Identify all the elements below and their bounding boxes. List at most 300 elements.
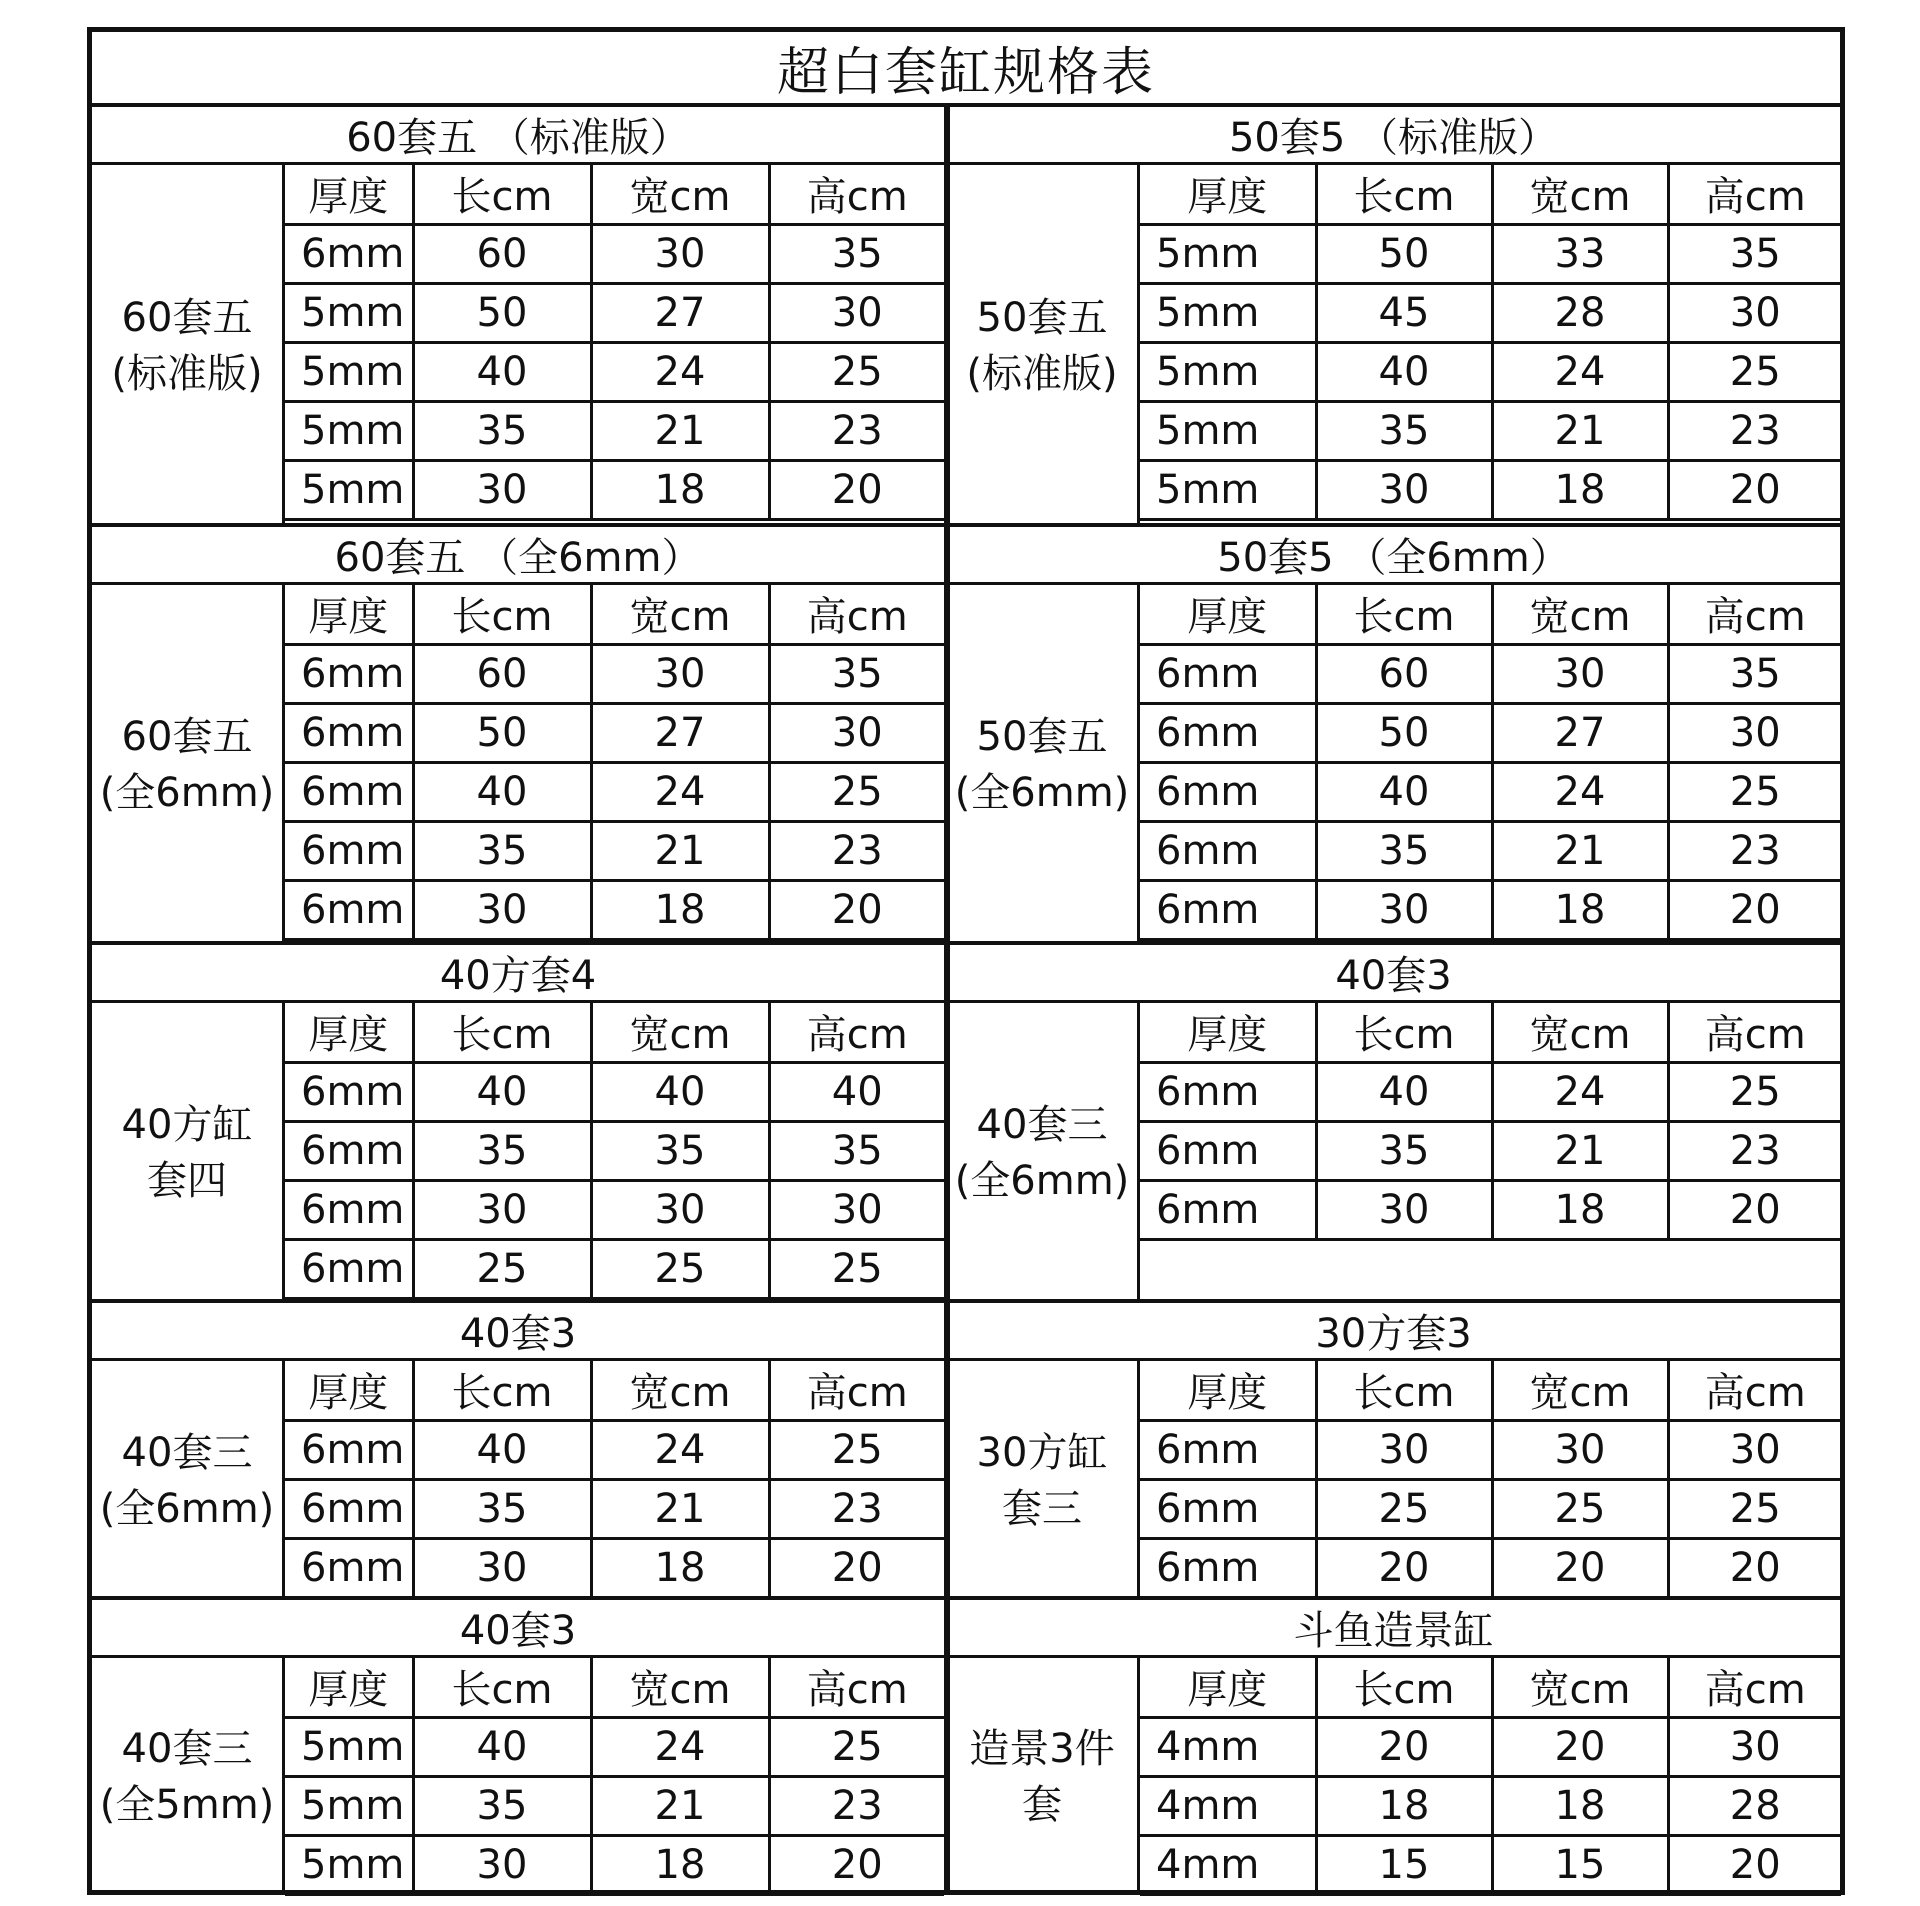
dimension-cell: 21 xyxy=(591,401,769,460)
dimension-cell: 30 xyxy=(1668,283,1841,342)
dimension-cell: 30 xyxy=(1316,1420,1492,1479)
table-row xyxy=(285,1479,944,1538)
dimension-cell: 35 xyxy=(769,644,944,703)
column-header: 高cm xyxy=(1668,585,1841,644)
dimension-cell: 60 xyxy=(1316,644,1492,703)
thickness-cell: 6mm xyxy=(285,1538,413,1597)
table-row xyxy=(1140,1180,1841,1239)
dimension-cell: 24 xyxy=(591,1717,769,1776)
dimension-cell: 35 xyxy=(413,1121,591,1180)
table-row xyxy=(285,821,944,880)
column-header: 宽cm xyxy=(1492,165,1668,224)
thickness-cell: 5mm xyxy=(285,342,413,401)
block-label xyxy=(92,165,285,527)
thickness-cell: 5mm xyxy=(1140,460,1316,519)
dimension-cell: 50 xyxy=(1316,224,1492,283)
dimension-cell: 30 xyxy=(591,1180,769,1239)
dimension-cell: 27 xyxy=(591,703,769,762)
dimension-cell: 30 xyxy=(1668,1717,1841,1776)
dimension-cell: 35 xyxy=(413,1479,591,1538)
block-label xyxy=(947,585,1140,945)
dimension-cell: 35 xyxy=(413,821,591,880)
dimension-cell: 25 xyxy=(591,1239,769,1298)
thickness-cell: 6mm xyxy=(285,644,413,703)
dimension-cell: 25 xyxy=(1668,1479,1841,1538)
table-row xyxy=(1140,1538,1841,1597)
table-row xyxy=(285,644,944,703)
dimension-cell: 20 xyxy=(1316,1538,1492,1597)
block-header: 60套五 （全6mm） xyxy=(92,527,944,585)
dimension-cell: 23 xyxy=(1668,1121,1841,1180)
column-header: 厚度 xyxy=(285,165,413,224)
block-label xyxy=(947,1003,1140,1303)
dimension-cell: 20 xyxy=(769,880,944,939)
block-label-line: (全6mm) xyxy=(99,770,275,816)
table-row xyxy=(285,1538,944,1597)
table-row xyxy=(1140,762,1841,821)
column-header: 厚度 xyxy=(1140,1003,1316,1062)
table-header-row xyxy=(1140,165,1841,224)
table-header-row xyxy=(285,1658,944,1717)
dimension-cell: 28 xyxy=(1492,283,1668,342)
thickness-cell: 5mm xyxy=(1140,401,1316,460)
table-header-row xyxy=(285,1003,944,1062)
column-header: 长cm xyxy=(413,1003,591,1062)
table-row xyxy=(285,460,944,519)
block-label xyxy=(92,585,285,945)
table-row xyxy=(1140,401,1841,460)
table-row xyxy=(285,1420,944,1479)
column-header: 宽cm xyxy=(1492,1003,1668,1062)
dimension-cell: 25 xyxy=(769,1420,944,1479)
table-row xyxy=(1140,460,1841,519)
sheet-title: 超白套缸规格表 xyxy=(92,32,1840,107)
dimension-cell: 50 xyxy=(413,703,591,762)
spec-block xyxy=(92,945,944,1303)
column-header: 厚度 xyxy=(1140,585,1316,644)
dimension-cell: 35 xyxy=(1316,1121,1492,1180)
spec-table xyxy=(1140,165,1841,521)
thickness-cell: 6mm xyxy=(1140,644,1316,703)
column-header: 长cm xyxy=(1316,1361,1492,1420)
block-label-line: 40方缸 xyxy=(121,1102,253,1148)
column-header: 宽cm xyxy=(591,165,769,224)
dimension-cell: 25 xyxy=(769,342,944,401)
dimension-cell: 50 xyxy=(413,283,591,342)
dimension-cell: 23 xyxy=(769,1776,944,1835)
block-header: 40方套4 xyxy=(92,945,944,1003)
dimension-cell: 20 xyxy=(1316,1717,1492,1776)
dimension-cell: 18 xyxy=(1492,1180,1668,1239)
column-header: 长cm xyxy=(413,165,591,224)
column-header: 宽cm xyxy=(591,585,769,644)
dimension-cell: 40 xyxy=(591,1062,769,1121)
spec-table xyxy=(285,1658,944,1896)
column-header: 厚度 xyxy=(285,585,413,644)
spec-block xyxy=(92,1600,944,1895)
dimension-cell: 18 xyxy=(1492,460,1668,519)
dimension-cell: 30 xyxy=(1316,1180,1492,1239)
block-label xyxy=(947,1658,1140,1895)
thickness-cell: 6mm xyxy=(1140,1180,1316,1239)
dimension-cell: 21 xyxy=(591,1479,769,1538)
column-header: 高cm xyxy=(1668,1003,1841,1062)
thickness-cell: 5mm xyxy=(285,1835,413,1894)
column-header: 高cm xyxy=(1668,1361,1841,1420)
dimension-cell: 27 xyxy=(1492,703,1668,762)
spec-block xyxy=(947,945,1840,1303)
dimension-cell: 35 xyxy=(413,401,591,460)
dimension-cell: 20 xyxy=(1492,1717,1668,1776)
dimension-cell: 40 xyxy=(1316,762,1492,821)
dimension-cell: 20 xyxy=(769,1835,944,1894)
table-row xyxy=(1140,1479,1841,1538)
dimension-cell: 40 xyxy=(769,1062,944,1121)
block-header: 50套5 （全6mm） xyxy=(947,527,1840,585)
dimension-cell: 35 xyxy=(769,224,944,283)
dimension-cell: 20 xyxy=(1492,1538,1668,1597)
table-header-row xyxy=(1140,1361,1841,1420)
column-header: 长cm xyxy=(413,1658,591,1717)
table-row xyxy=(285,1239,944,1298)
thickness-cell: 6mm xyxy=(285,224,413,283)
dimension-cell: 25 xyxy=(769,1239,944,1298)
column-header: 高cm xyxy=(769,1361,944,1420)
thickness-cell: 4mm xyxy=(1140,1835,1316,1894)
dimension-cell: 40 xyxy=(413,1717,591,1776)
table-header-row xyxy=(285,585,944,644)
dimension-cell: 25 xyxy=(1492,1479,1668,1538)
dimension-cell: 50 xyxy=(1316,703,1492,762)
dimension-cell: 24 xyxy=(591,342,769,401)
dimension-cell: 21 xyxy=(1492,401,1668,460)
table-row xyxy=(1140,644,1841,703)
table-header-row xyxy=(1140,1003,1841,1062)
dimension-cell: 60 xyxy=(413,644,591,703)
thickness-cell: 6mm xyxy=(1140,880,1316,939)
column-header: 厚度 xyxy=(1140,165,1316,224)
dimension-cell: 40 xyxy=(413,1062,591,1121)
thickness-cell: 5mm xyxy=(1140,283,1316,342)
thickness-cell: 6mm xyxy=(285,1239,413,1298)
dimension-cell: 18 xyxy=(1316,1776,1492,1835)
column-header: 长cm xyxy=(413,1361,591,1420)
dimension-cell: 30 xyxy=(591,224,769,283)
table-row xyxy=(285,224,944,283)
column-header: 厚度 xyxy=(285,1361,413,1420)
table-row xyxy=(1140,224,1841,283)
block-label-line: 40套三 xyxy=(121,1725,253,1772)
block-label-line: (全6mm) xyxy=(99,1485,275,1532)
table-row xyxy=(1140,821,1841,880)
table-header-row xyxy=(285,1361,944,1420)
table-row xyxy=(1140,1420,1841,1479)
spec-sheet xyxy=(87,27,1845,1895)
spec-table xyxy=(285,1003,944,1300)
block-label-line: 60套五 xyxy=(121,295,253,341)
column-header: 厚度 xyxy=(285,1003,413,1062)
dimension-cell: 28 xyxy=(1668,1776,1841,1835)
column-header: 长cm xyxy=(413,585,591,644)
block-label-line: 造景3件 xyxy=(969,1725,1115,1772)
table-row xyxy=(285,1062,944,1121)
dimension-cell: 30 xyxy=(1492,644,1668,703)
dimension-cell: 23 xyxy=(769,821,944,880)
dimension-cell: 20 xyxy=(1668,880,1841,939)
dimension-cell: 40 xyxy=(1316,1062,1492,1121)
dimension-cell: 30 xyxy=(413,1180,591,1239)
block-label-line: (标准版) xyxy=(966,351,1118,397)
table-row xyxy=(285,342,944,401)
dimension-cell: 25 xyxy=(1668,1062,1841,1121)
column-header: 高cm xyxy=(1668,1658,1841,1717)
column-header: 高cm xyxy=(769,1003,944,1062)
thickness-cell: 6mm xyxy=(285,1479,413,1538)
table-row xyxy=(1140,1121,1841,1180)
spec-block xyxy=(947,1600,1840,1895)
dimension-cell: 24 xyxy=(1492,762,1668,821)
thickness-cell: 6mm xyxy=(1140,821,1316,880)
thickness-cell: 6mm xyxy=(285,1180,413,1239)
block-label-line: (全6mm) xyxy=(954,770,1130,816)
dimension-cell: 21 xyxy=(591,821,769,880)
dimension-cell: 30 xyxy=(413,1538,591,1597)
table-row xyxy=(285,1776,944,1835)
table-row xyxy=(285,1121,944,1180)
table-header-row xyxy=(285,165,944,224)
dimension-cell: 30 xyxy=(1668,703,1841,762)
column-header: 厚度 xyxy=(1140,1361,1316,1420)
table-row xyxy=(285,880,944,939)
dimension-cell: 35 xyxy=(413,1776,591,1835)
block-label-line: (全6mm) xyxy=(954,1158,1130,1204)
dimension-cell: 20 xyxy=(1668,1538,1841,1597)
block-label-line: 套三 xyxy=(1002,1485,1082,1532)
block-label xyxy=(947,1361,1140,1600)
dimension-cell: 18 xyxy=(1492,1776,1668,1835)
column-header: 高cm xyxy=(1668,165,1841,224)
table-row xyxy=(285,1717,944,1776)
dimension-cell: 30 xyxy=(413,880,591,939)
block-label-line: 60套五 xyxy=(121,714,253,760)
dimension-cell: 40 xyxy=(1316,342,1492,401)
dimension-cell: 30 xyxy=(1316,460,1492,519)
dimension-cell: 25 xyxy=(769,1717,944,1776)
thickness-cell: 6mm xyxy=(1140,1062,1316,1121)
dimension-cell: 20 xyxy=(1668,1180,1841,1239)
thickness-cell: 6mm xyxy=(1140,1420,1316,1479)
table-row xyxy=(1140,1717,1841,1776)
spec-block xyxy=(947,1303,1840,1600)
dimension-cell: 30 xyxy=(1668,1420,1841,1479)
thickness-cell: 6mm xyxy=(1140,762,1316,821)
dimension-cell: 18 xyxy=(591,880,769,939)
block-label-line: 套四 xyxy=(147,1158,227,1204)
dimension-cell: 18 xyxy=(1492,880,1668,939)
thickness-cell: 5mm xyxy=(285,401,413,460)
column-header: 宽cm xyxy=(591,1658,769,1717)
table-row xyxy=(1140,342,1841,401)
spec-table xyxy=(285,1361,944,1599)
table-row xyxy=(285,1835,944,1894)
block-label-line: 50套五 xyxy=(976,714,1108,760)
dimension-cell: 25 xyxy=(769,762,944,821)
thickness-cell: 5mm xyxy=(285,283,413,342)
thickness-cell: 5mm xyxy=(285,460,413,519)
table-row xyxy=(285,762,944,821)
block-label-line: 套 xyxy=(1021,1781,1062,1828)
dimension-cell: 60 xyxy=(413,224,591,283)
spec-block xyxy=(92,107,944,527)
dimension-cell: 33 xyxy=(1492,224,1668,283)
thickness-cell: 6mm xyxy=(285,880,413,939)
thickness-cell: 6mm xyxy=(285,762,413,821)
dimension-cell: 24 xyxy=(1492,1062,1668,1121)
column-header: 高cm xyxy=(769,165,944,224)
spec-block xyxy=(947,527,1840,945)
table-row xyxy=(285,401,944,460)
spec-table xyxy=(285,585,944,941)
block-header: 斗鱼造景缸 xyxy=(947,1600,1840,1658)
spec-block xyxy=(947,107,1840,527)
column-header: 高cm xyxy=(769,585,944,644)
dimension-cell: 24 xyxy=(591,1420,769,1479)
block-label-line: 40套三 xyxy=(121,1429,253,1476)
dimension-cell: 20 xyxy=(1668,460,1841,519)
dimension-cell: 20 xyxy=(769,1538,944,1597)
thickness-cell: 4mm xyxy=(1140,1776,1316,1835)
column-header: 宽cm xyxy=(1492,1658,1668,1717)
dimension-cell: 23 xyxy=(1668,401,1841,460)
column-header: 长cm xyxy=(1316,1658,1492,1717)
dimension-cell: 30 xyxy=(769,1180,944,1239)
dimension-cell: 18 xyxy=(591,460,769,519)
thickness-cell: 6mm xyxy=(1140,1538,1316,1597)
column-header: 宽cm xyxy=(591,1361,769,1420)
dimension-cell: 18 xyxy=(591,1538,769,1597)
table-row xyxy=(1140,1835,1841,1894)
dimension-cell: 21 xyxy=(1492,821,1668,880)
thickness-cell: 6mm xyxy=(285,1420,413,1479)
dimension-cell: 30 xyxy=(1492,1420,1668,1479)
dimension-cell: 30 xyxy=(413,1835,591,1894)
thickness-cell: 6mm xyxy=(1140,1479,1316,1538)
block-header: 40套3 xyxy=(947,945,1840,1003)
dimension-cell: 15 xyxy=(1492,1835,1668,1894)
dimension-cell: 40 xyxy=(413,1420,591,1479)
dimension-cell: 15 xyxy=(1316,1835,1492,1894)
dimension-cell: 25 xyxy=(1668,762,1841,821)
dimension-cell: 40 xyxy=(413,762,591,821)
dimension-cell: 24 xyxy=(591,762,769,821)
block-header: 50套5 （标准版） xyxy=(947,107,1840,165)
thickness-cell: 4mm xyxy=(1140,1717,1316,1776)
dimension-cell: 21 xyxy=(1492,1121,1668,1180)
column-header: 宽cm xyxy=(591,1003,769,1062)
block-header: 40套3 xyxy=(92,1303,944,1361)
block-label xyxy=(92,1003,285,1303)
dimension-cell: 30 xyxy=(1316,880,1492,939)
column-header: 长cm xyxy=(1316,165,1492,224)
block-header: 30方套3 xyxy=(947,1303,1840,1361)
dimension-cell: 35 xyxy=(769,1121,944,1180)
column-header: 长cm xyxy=(1316,1003,1492,1062)
dimension-cell: 23 xyxy=(769,401,944,460)
dimension-cell: 35 xyxy=(1316,821,1492,880)
column-header: 宽cm xyxy=(1492,1361,1668,1420)
dimension-cell: 35 xyxy=(591,1121,769,1180)
dimension-cell: 24 xyxy=(1492,342,1668,401)
dimension-cell: 35 xyxy=(1668,644,1841,703)
block-label-line: (标准版) xyxy=(111,351,263,397)
spec-block xyxy=(92,527,944,945)
column-header: 厚度 xyxy=(285,1658,413,1717)
block-header: 40套3 xyxy=(92,1600,944,1658)
spec-table xyxy=(1140,585,1841,941)
thickness-cell: 5mm xyxy=(285,1717,413,1776)
table-row xyxy=(1140,880,1841,939)
table-row xyxy=(285,283,944,342)
table-header-row xyxy=(1140,585,1841,644)
thickness-cell: 6mm xyxy=(285,821,413,880)
spec-block xyxy=(92,1303,944,1600)
dimension-cell: 30 xyxy=(413,460,591,519)
spec-table xyxy=(1140,1003,1841,1241)
thickness-cell: 6mm xyxy=(1140,703,1316,762)
table-row xyxy=(1140,1776,1841,1835)
thickness-cell: 6mm xyxy=(285,703,413,762)
dimension-cell: 40 xyxy=(413,342,591,401)
column-header: 长cm xyxy=(1316,585,1492,644)
spec-table xyxy=(1140,1658,1841,1896)
table-row xyxy=(285,703,944,762)
dimension-cell: 23 xyxy=(1668,821,1841,880)
block-label-line: 30方缸 xyxy=(976,1429,1108,1476)
thickness-cell: 5mm xyxy=(1140,342,1316,401)
column-header: 厚度 xyxy=(1140,1658,1316,1717)
dimension-cell: 23 xyxy=(769,1479,944,1538)
spec-table xyxy=(1140,1361,1841,1599)
thickness-cell: 6mm xyxy=(1140,1121,1316,1180)
dimension-cell: 20 xyxy=(1668,1835,1841,1894)
block-label xyxy=(92,1658,285,1895)
spec-table xyxy=(285,165,944,521)
thickness-cell: 6mm xyxy=(285,1062,413,1121)
block-header: 60套五 （标准版） xyxy=(92,107,944,165)
column-header: 高cm xyxy=(769,1658,944,1717)
dimension-cell: 30 xyxy=(591,644,769,703)
block-label-line: (全5mm) xyxy=(99,1781,275,1828)
block-label-line: 40套三 xyxy=(976,1102,1108,1148)
dimension-cell: 30 xyxy=(769,703,944,762)
dimension-cell: 27 xyxy=(591,283,769,342)
column-header: 宽cm xyxy=(1492,585,1668,644)
thickness-cell: 5mm xyxy=(1140,224,1316,283)
dimension-cell: 35 xyxy=(1316,401,1492,460)
table-header-row xyxy=(1140,1658,1841,1717)
dimension-cell: 25 xyxy=(413,1239,591,1298)
block-label-line: 50套五 xyxy=(976,295,1108,341)
dimension-cell: 21 xyxy=(591,1776,769,1835)
block-label xyxy=(92,1361,285,1600)
block-label xyxy=(947,165,1140,527)
thickness-cell: 6mm xyxy=(285,1121,413,1180)
table-row xyxy=(1140,703,1841,762)
dimension-cell: 20 xyxy=(769,460,944,519)
dimension-cell: 35 xyxy=(1668,224,1841,283)
dimension-cell: 25 xyxy=(1316,1479,1492,1538)
dimension-cell: 45 xyxy=(1316,283,1492,342)
